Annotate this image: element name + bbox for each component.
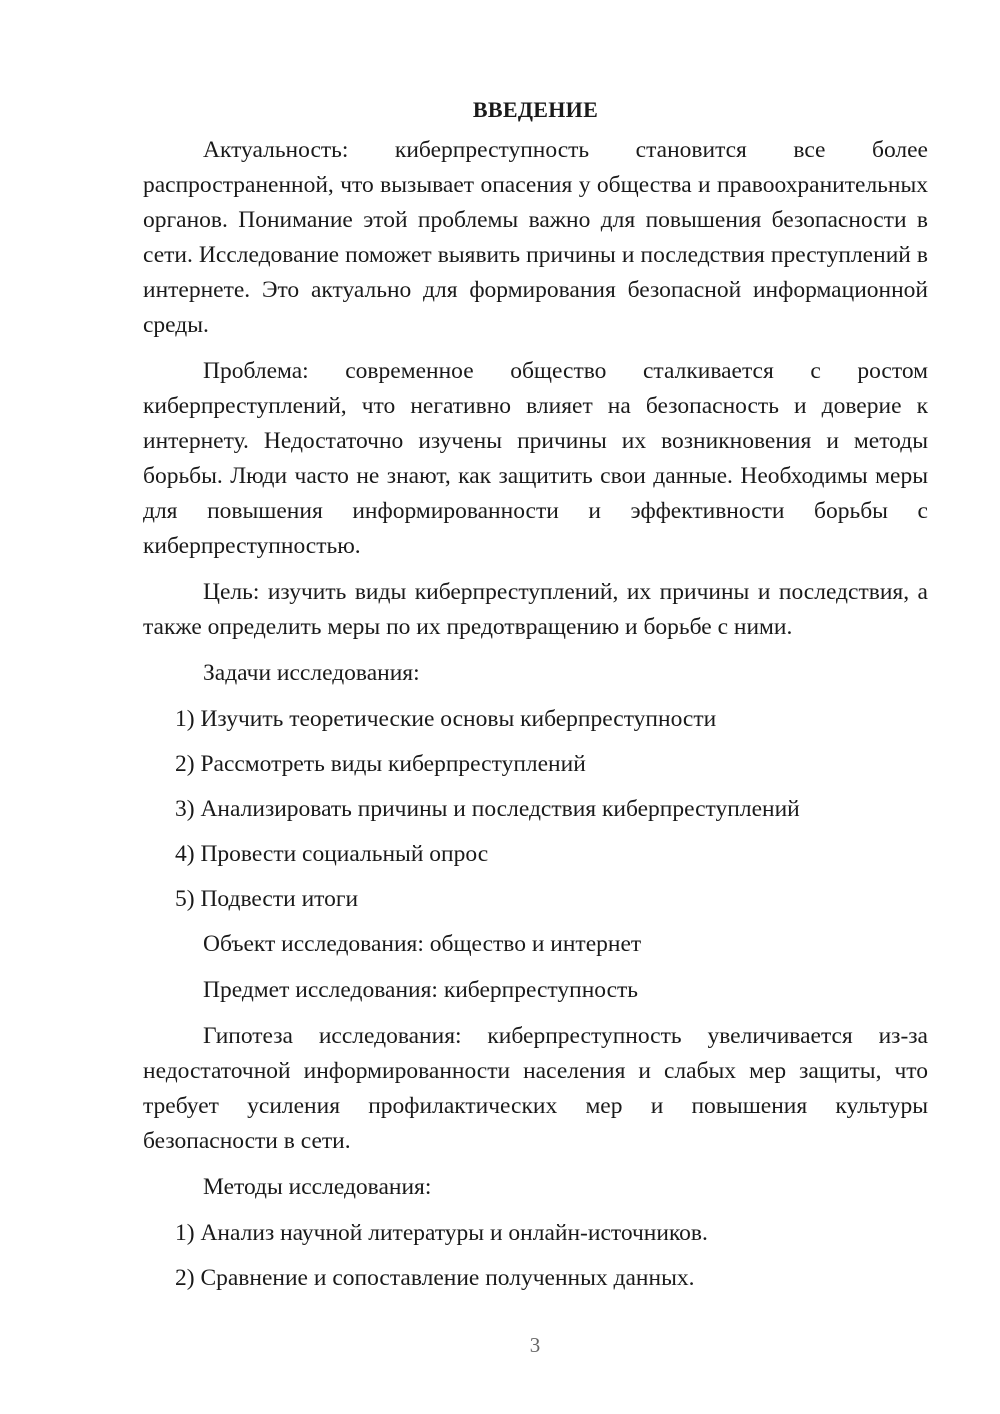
relevance-paragraph: Актуальность: киберпреступность становится все более распространенной, что вызывает опасения у общества и правоохранительных органов. Понимание этой проблемы важно для повышения безопасности в сети. Исследование поможет выявить причины и последствия преступлений в интернете. Это актуально для формирования безопасной информационной среды. [143,137,928,338]
methods-list [143,1216,928,1296]
page-content [143,92,928,1306]
hypothesis-paragraph: Гипотеза исследования: киберпреступность увеличивается из-за недостаточной информированности населения и слабых мер защиты, что требует усиления профилактических мер и повышения культуры безопасности в сети. [143,1023,928,1154]
list-item: 5) Подвести итоги [175,886,359,912]
goal-paragraph: Цель: изучить виды киберпреступлений, их причины и последствия, а также определить меры по их предотвращению и борьбе с ними. [143,579,928,640]
tasks-list [143,702,928,917]
list-item: 4) Провести социальный опрос [175,841,489,867]
page-number: 3 [529,1333,541,1357]
list-item: 3) Анализировать причины и последствия киберпреступлений [175,796,800,822]
section-heading: ВВЕДЕНИЕ [472,97,599,122]
methods-title: Методы исследования: [203,1174,432,1200]
list-item: 2) Сравнение и сопоставление полученных данных. [175,1265,695,1291]
research-subject: Предмет исследования: киберпреступность [203,977,639,1003]
research-object: Объект исследования: общество и интернет [203,931,642,957]
list-item: 1) Изучить теоретические основы киберпреступности [175,706,717,732]
list-item: 2) Рассмотреть виды киберпреступлений [175,751,586,777]
problem-paragraph: Проблема: современное общество сталкивается с ростом киберпреступлений, что негативно влияет на безопасность и доверие к интернету. Недостаточно изучены причины их возникновения и методы борьбы. Люди часто не знают, как защитить свои данные. Необходимы меры для повышения информированности и эффективности борьбы с киберпреступностью. [143,358,928,559]
list-item: 1) Анализ научной литературы и онлайн-источников. [175,1220,708,1246]
tasks-title: Задачи исследования: [203,660,420,686]
